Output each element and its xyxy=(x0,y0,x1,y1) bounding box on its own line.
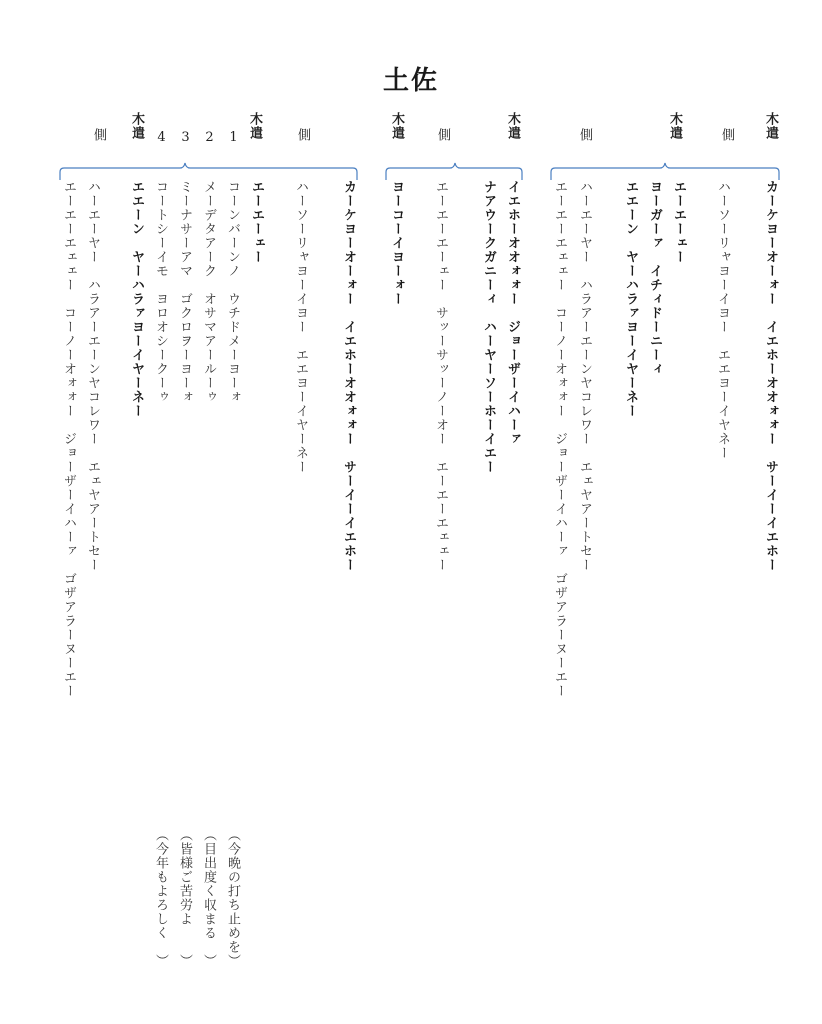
lyric-line: イエホーオオォォー ジョーザーイハーァ xyxy=(505,180,520,446)
note-line: （今年もよろしく ） xyxy=(153,828,168,968)
header-number-2: 2 xyxy=(202,130,217,146)
lyric-line: カーケヨーオーォー イエホーオオォォー サーイーイエホー xyxy=(763,180,778,572)
lyric-line: ナアウークガニーィ ハーヤーソーホーイエー xyxy=(481,180,496,474)
header-kiyari: 木遣 xyxy=(505,112,520,140)
lyric-line: ハーソーリャヨーイヨー エエヨーイヤーネー xyxy=(293,180,308,474)
header-number-3: 3 xyxy=(178,130,193,146)
lyric-line: コーンバーンノ ウチドメーヨーォ xyxy=(225,180,240,404)
header-kiyari: 木遣 xyxy=(247,112,262,140)
note-line: （目出度く収まる ） xyxy=(201,828,216,968)
lyric-line: ハーソーリャヨーイヨー エエヨーイヤネー xyxy=(715,180,730,460)
lyric-line: エーエーエェェー コーノーオォォー ジョーザーイハーァ ゴザアラーヌーエー xyxy=(552,180,567,698)
header-kiyari: 木遣 xyxy=(763,112,778,140)
header-gawa: 側 xyxy=(719,128,734,142)
lyric-line: エエーン ヤーハラァヨーイヤーネー xyxy=(623,180,638,418)
lyric-line: エーエーエーェー サッーサッーノーオー エーエーエェェー xyxy=(433,180,448,572)
header-gawa: 側 xyxy=(435,128,450,142)
bracket-left-group xyxy=(60,163,357,180)
note-line: （今晩の打ち止めを） xyxy=(225,828,240,968)
header-kiyari: 木遣 xyxy=(667,112,682,140)
header-number-1: 1 xyxy=(226,130,241,146)
bracket-middle-group xyxy=(386,163,522,180)
header-kiyari: 木遣 xyxy=(389,112,404,140)
lyric-line: エーエーェー xyxy=(249,180,264,264)
lyric-line: ハーエーヤー ハラアーエーンヤコレワー エェヤアートセー xyxy=(577,180,592,572)
lyric-line: コートシーイモ ヨロオシークーゥ xyxy=(153,180,168,404)
lyric-line: エーエーェー xyxy=(671,180,686,264)
lyric-line: カーケヨーオーォー イエホーオオォォー サーイーイエホー xyxy=(341,180,356,572)
header-gawa: 側 xyxy=(577,128,592,142)
note-line: （皆様ご苦労よ ） xyxy=(177,828,192,968)
lyric-line: エーエーエェェー コーノーオォォー ジョーザーイハーァ ゴザアラーヌーエー xyxy=(61,180,76,698)
header-number-4: 4 xyxy=(154,130,169,146)
lyric-line: ミーナサーアマ ゴクロヲーヨーォ xyxy=(177,180,192,404)
page-title: 土佐 xyxy=(382,66,439,96)
header-kiyari: 木遣 xyxy=(129,112,144,140)
header-gawa: 側 xyxy=(91,128,106,142)
lyric-line: エエーン ヤーハラァヨーイヤーネー xyxy=(129,180,144,418)
bracket-right-group xyxy=(551,163,779,180)
lyric-line: ヨーコーイヨーォー xyxy=(389,180,404,306)
lyric-line: ハーエーヤー ハラアーエーンヤコレワー エェヤアートセー xyxy=(85,180,100,572)
lyric-line: ヨーガーァ イチィドーニーィ xyxy=(647,180,662,376)
lyric-line: メーデタアーク オサマアールーゥ xyxy=(201,180,216,404)
header-gawa: 側 xyxy=(295,128,310,142)
